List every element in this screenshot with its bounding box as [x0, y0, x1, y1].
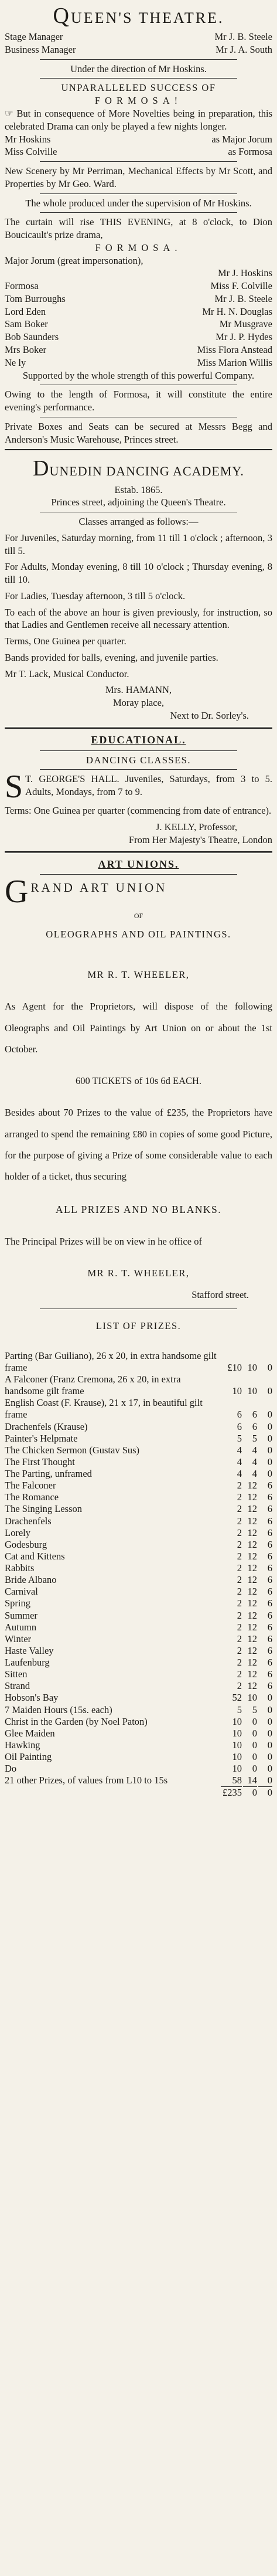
- prize-pence: 0: [267, 1385, 272, 1397]
- all-prizes-line: ALL PRIZES AND NO BLANKS.: [55, 1203, 222, 1215]
- prize-pence: 6: [267, 1527, 272, 1538]
- prize-pence: 6: [267, 1538, 272, 1550]
- academy-title: [5, 454, 272, 483]
- prize-shillings: 12: [247, 1480, 257, 1491]
- cast-role: Sam Boker: [5, 318, 48, 330]
- prize-pounds: 2: [237, 1609, 242, 1621]
- prize-pounds: 4: [237, 1468, 242, 1479]
- prize-row: [5, 1763, 272, 1775]
- prize-pence: 0: [267, 1704, 272, 1715]
- lead-role: as Formosa: [228, 146, 272, 158]
- prize-shillings: 4: [252, 1456, 257, 1467]
- prize-pence: 0: [267, 1361, 272, 1373]
- prize-list: [5, 1350, 272, 1799]
- prize-pence: 0: [267, 1468, 272, 1479]
- divider: [40, 212, 237, 213]
- prize-shillings: 12: [247, 1657, 257, 1668]
- lead-row: [5, 145, 272, 158]
- prize-row: [5, 1668, 272, 1680]
- prize-row: [5, 1445, 272, 1456]
- prize-row: [5, 1692, 272, 1704]
- prize-row: [5, 1468, 272, 1480]
- agent-text: As Agent for the Proprietors, will dispose of the following Oleographs and Oil Paintings by Art Union on or about the 1st October.: [5, 1001, 272, 1055]
- prize-name: Bride Albano: [5, 1574, 57, 1586]
- prize-shillings: 0: [252, 1751, 257, 1762]
- prize-shillings: 12: [247, 1633, 257, 1644]
- prize-pounds: 2: [237, 1598, 242, 1609]
- lead-actor: Mr Hoskins: [5, 133, 51, 145]
- prize-row: [5, 1704, 272, 1716]
- prize-name: The First Thought: [5, 1456, 75, 1467]
- list-of-prizes-heading: LIST OF PRIZES.: [95, 1320, 182, 1331]
- prize-shillings: 4: [252, 1444, 257, 1456]
- prize-name: Painter's Helpmate: [5, 1432, 78, 1444]
- section-rule: [5, 851, 272, 853]
- prize-pounds: 2: [237, 1680, 242, 1692]
- prize-pounds: 2: [237, 1668, 242, 1680]
- cast-actor: Mr J. B. Steele: [214, 293, 272, 304]
- prize-row: [5, 1716, 272, 1728]
- prize-row: [5, 1433, 272, 1445]
- prize-row: [5, 1480, 272, 1491]
- professor-name: J. KELLY, Professor,: [155, 821, 237, 833]
- impersonation-line: Major Jorum (great impersonation),: [5, 254, 143, 266]
- proprietor-place-2: Next to Dr. Sorley's.: [170, 710, 249, 721]
- curtain-note: The curtain will rise THIS EVENING, at 8 o'clock, to Dion Boucicault's prize drama,: [5, 216, 272, 241]
- prize-shillings: 12: [247, 1644, 257, 1656]
- prize-pence: 6: [267, 1491, 272, 1503]
- prize-pounds: £10: [227, 1361, 242, 1373]
- prize-shillings: 12: [247, 1538, 257, 1550]
- prize-name: Glee Maiden: [5, 1727, 55, 1739]
- art-body: [5, 964, 272, 1306]
- prize-pence: 0: [267, 1456, 272, 1467]
- prize-pounds: 2: [237, 1621, 242, 1633]
- prize-name: Haste Valley: [5, 1644, 54, 1656]
- theatre-title: [5, 1, 272, 30]
- dropcap-g: G: [5, 874, 29, 910]
- prize-name: Summer: [5, 1609, 37, 1621]
- prize-name: The Chicken Sermon (Gustav Sus): [5, 1444, 140, 1456]
- divider: [40, 874, 237, 875]
- prize-name: Hobson's Bay: [5, 1692, 59, 1704]
- prize-pence: 0: [267, 1692, 272, 1704]
- staff-name: Mr J. B. Steele: [214, 31, 272, 43]
- prize-pounds: 4: [237, 1456, 242, 1467]
- prize-name: Lorely: [5, 1527, 30, 1538]
- prize-name: A Falconer (Franz Cremona, 26 x 20, in extra handsome gilt frame: [5, 1374, 181, 1397]
- prize-row: [5, 1598, 272, 1609]
- prize-pence: 6: [267, 1503, 272, 1515]
- prize-pence: 0: [267, 1409, 272, 1420]
- prize-pounds: 2: [237, 1491, 242, 1503]
- prize-pounds: 2: [237, 1527, 242, 1538]
- cast-actor: Miss Marion Willis: [197, 356, 272, 368]
- academy-title-rest: UNEDIN DANCING ACADEMY.: [49, 464, 244, 479]
- prize-shillings: 12: [247, 1562, 257, 1574]
- art-subtitle: OLEOGRAPHS AND OIL PAINTINGS.: [46, 929, 231, 940]
- academy-address: Princes street, adjoining the Queen's Theatre.: [51, 497, 226, 508]
- prize-pence: 6: [267, 1515, 272, 1527]
- prize-shillings: 10: [247, 1361, 257, 1373]
- prize-shillings: 12: [247, 1621, 257, 1633]
- prize-total-row: [5, 1786, 272, 1799]
- agent-street: Stafford street.: [191, 1289, 249, 1300]
- divider: [40, 769, 237, 770]
- art-unions-heading: ART UNIONS.: [98, 858, 179, 870]
- section-rule: [5, 727, 272, 729]
- prize-pounds: 52: [232, 1692, 242, 1704]
- cast-actor: Miss F. Colville: [210, 280, 272, 292]
- prize-pounds: 5: [237, 1704, 242, 1715]
- prize-pence: 0: [267, 1763, 272, 1775]
- cast-role: Tom Burroughs: [5, 293, 66, 304]
- prize-row: [5, 1610, 272, 1622]
- lead-row: [5, 133, 272, 146]
- prize-name: Spring: [5, 1598, 31, 1609]
- prize-pence: 0: [267, 1420, 272, 1432]
- prize-row: [5, 1350, 272, 1374]
- prize-row: [5, 1680, 272, 1692]
- proprietor-place: Moray place,: [112, 697, 165, 709]
- class-juveniles: For Juveniles, Saturday morning, from 11 till 1 o'clock ; afternoon, 3 till 5.: [5, 532, 272, 556]
- prize-pounds: 10: [232, 1385, 242, 1397]
- prize-pounds: 2: [237, 1657, 242, 1668]
- prize-row: [5, 1751, 272, 1763]
- prize-name: English Coast (F. Krause), 21 x 17, in beautiful gilt frame: [5, 1397, 203, 1420]
- prize-row: [5, 1586, 272, 1598]
- cast-actor: Miss Flora Anstead: [197, 344, 272, 355]
- impersonator: Mr J. Hoskins: [217, 267, 272, 279]
- staff-role: Stage Manager: [5, 31, 63, 43]
- st-georges-notice: [5, 769, 272, 806]
- prize-pence: 0: [267, 1739, 272, 1751]
- prize-shillings: 12: [247, 1574, 257, 1586]
- prize-shillings: 10: [247, 1385, 257, 1397]
- prize-pence: 6: [267, 1609, 272, 1621]
- classes-intro: Classes arranged as follows:—: [78, 516, 199, 528]
- direction-line: Under the direction of Mr Hoskins.: [70, 63, 207, 74]
- prize-row: [5, 1374, 272, 1397]
- prize-shillings: 0: [252, 1739, 257, 1751]
- staff-name: Mr J. A. South: [216, 43, 272, 55]
- prize-pence: 6: [267, 1574, 272, 1586]
- prize-pounds: 2: [237, 1562, 242, 1574]
- supervision-note: The whole produced under the supervision of Mr Hoskins.: [25, 197, 252, 209]
- total-pence: 0: [258, 1786, 272, 1799]
- prize-shillings: 12: [247, 1598, 257, 1609]
- prize-name: Strand: [5, 1680, 30, 1692]
- prize-name: Cat and Kittens: [5, 1550, 65, 1562]
- prize-pounds: 2: [237, 1574, 242, 1586]
- prize-pence: 6: [267, 1644, 272, 1656]
- prize-row: [5, 1491, 272, 1503]
- support-note: Supported by the whole strength of this powerful Company.: [22, 369, 255, 381]
- agent-name: MR R. T. WHEELER,: [87, 968, 190, 980]
- prize-row: [5, 1515, 272, 1527]
- prize-pence: 6: [267, 1657, 272, 1668]
- prize-shillings: 14: [247, 1775, 257, 1786]
- prize-shillings: 0: [252, 1715, 257, 1727]
- prize-row: [5, 1574, 272, 1586]
- hour-note: To each of the above an hour is given previously, for instruction, so that Ladies and Gentlemen receive all necessary attention.: [5, 606, 272, 631]
- prize-row: [5, 1421, 272, 1433]
- staff-row-stage: [5, 30, 272, 43]
- prize-pounds: 2: [237, 1586, 242, 1598]
- prize-pence: 0: [267, 1715, 272, 1727]
- scenery-credit: New Scenery by Mr Perriman, Mechanical Effects by Mr Scott, and Properties by Mr Geo. Ward.: [5, 165, 272, 189]
- theatre-title-rest: UEEN'S THEATRE.: [70, 9, 224, 26]
- success-line: UNPARALLELED SUCCESS OF: [61, 82, 216, 94]
- prize-name: Drachenfels (Krause): [5, 1420, 88, 1432]
- prize-row: [5, 1562, 272, 1574]
- prize-pounds: 2: [237, 1480, 242, 1491]
- cast-role: Ne ly: [5, 356, 26, 368]
- prize-pounds: 10: [232, 1715, 242, 1727]
- class-ladies: For Ladies, Tuesday afternoon, 3 till 5 o'clock.: [5, 590, 186, 601]
- prize-pence: 0: [267, 1775, 272, 1786]
- educational-terms: Terms: One Guinea per quarter (commencing from date of entrance).: [5, 805, 272, 817]
- prize-pence: 0: [267, 1751, 272, 1762]
- prize-row: [5, 1775, 272, 1786]
- prize-pounds: 10: [232, 1763, 242, 1775]
- prize-shillings: 12: [247, 1515, 257, 1527]
- prize-name: 21 other Prizes, of values from L10 to 15s: [5, 1775, 168, 1786]
- seats-note: Private Boxes and Seats can be secured at Messrs Begg and Anderson's Music Warehouse, Princes street.: [5, 420, 272, 445]
- prize-pence: 0: [267, 1444, 272, 1456]
- divider: [40, 750, 237, 751]
- dancing-classes-sub: DANCING CLASSES.: [86, 754, 191, 766]
- academy-estab: Estab. 1865.: [114, 484, 163, 495]
- prize-pounds: 58: [232, 1775, 242, 1786]
- prize-pence: 6: [267, 1621, 272, 1633]
- prize-shillings: 12: [247, 1609, 257, 1621]
- prize-row: [5, 1539, 272, 1551]
- prize-pounds: 2: [237, 1550, 242, 1562]
- prize-name: Oil Painting: [5, 1751, 52, 1762]
- prize-pence: 6: [267, 1680, 272, 1692]
- prizes-text: Besides about 70 Prizes to the value of £235, the Proprietors have arranged to spend the remaining £80 in copies of some good Picture, for the purpose of giving a Prize of some considerable value to each holder of a ticket, thus securing: [5, 1107, 272, 1182]
- prize-pounds: 2: [237, 1503, 242, 1515]
- prize-shillings: 0: [252, 1763, 257, 1775]
- prize-shillings: 4: [252, 1468, 257, 1479]
- view-text: The Principal Prizes will be on view in he office of: [5, 1236, 202, 1248]
- terms-note: Terms, One Guinea per quarter.: [5, 635, 126, 647]
- prize-shillings: 12: [247, 1527, 257, 1538]
- prize-pence: 6: [267, 1480, 272, 1491]
- prize-pence: 0: [267, 1432, 272, 1444]
- prize-shillings: 6: [252, 1420, 257, 1432]
- prize-shillings: 12: [247, 1680, 257, 1692]
- grand-art-union-title: [5, 874, 272, 910]
- prize-shillings: 10: [247, 1692, 257, 1704]
- newspaper-column: [0, 1, 277, 2576]
- prize-name: Do: [5, 1763, 17, 1775]
- prize-pounds: 6: [237, 1409, 242, 1420]
- prize-shillings: 12: [247, 1491, 257, 1503]
- prize-name: Drachenfels: [5, 1515, 52, 1527]
- prize-row: [5, 1456, 272, 1468]
- lead-actor: Miss Colville: [5, 146, 57, 158]
- cast-actor: Mr Musgrave: [219, 318, 272, 330]
- play-title: FORMOSA.: [95, 242, 182, 253]
- staff-row-business: [5, 43, 272, 56]
- tickets-line: 600 TICKETS of 10s 6d EACH.: [75, 1075, 202, 1087]
- cast-role: Lord Eden: [5, 305, 46, 317]
- prize-pounds: 5: [237, 1432, 242, 1444]
- prize-pence: 6: [267, 1598, 272, 1609]
- total-shillings: 0: [243, 1786, 257, 1799]
- prize-pounds: 6: [237, 1420, 242, 1432]
- prize-row: [5, 1551, 272, 1562]
- cast-role: Formosa: [5, 280, 39, 292]
- prize-row: [5, 1397, 272, 1420]
- agent-name-2: MR R. T. WHEELER,: [87, 1267, 190, 1279]
- prize-shillings: 12: [247, 1668, 257, 1680]
- prize-pounds: 10: [232, 1727, 242, 1739]
- prize-pounds: 10: [232, 1739, 242, 1751]
- cast-role: Bob Saunders: [5, 331, 59, 343]
- prize-shillings: 12: [247, 1550, 257, 1562]
- prize-shillings: 12: [247, 1503, 257, 1515]
- st-georges-text: T. GEORGE'S HALL. Juveniles, Saturdays, from 3 to 5. Adults, Mondays, from 7 to 9.: [25, 773, 272, 798]
- theatre-title-initial: Q: [53, 4, 71, 28]
- prize-shillings: 5: [252, 1432, 257, 1444]
- cast-list: [5, 280, 272, 369]
- prize-name: Hawking: [5, 1739, 40, 1751]
- prize-pounds: 4: [237, 1444, 242, 1456]
- dropcap-s: S: [5, 769, 23, 806]
- cast-actor: Mr H. N. Douglas: [202, 305, 272, 317]
- prize-name: 7 Maiden Hours (15s. each): [5, 1704, 112, 1715]
- success-play: FORMOSA!: [94, 95, 183, 107]
- prize-name: Carnival: [5, 1586, 38, 1598]
- prize-name: Laufenburg: [5, 1657, 50, 1668]
- lead-role: as Major Jorum: [211, 133, 272, 145]
- grand-art-union-title-rest: RAND ART UNION: [30, 881, 167, 895]
- prize-name: The Falconer: [5, 1480, 56, 1491]
- class-adults: For Adults, Monday evening, 8 till 10 o'clock ; Thursday evening, 8 till 10.: [5, 561, 272, 586]
- prize-name: Christ in the Garden (by Noel Paton): [5, 1715, 148, 1727]
- prize-name: Godesburg: [5, 1538, 47, 1550]
- prize-pence: 6: [267, 1562, 272, 1574]
- section-rule: [5, 449, 272, 450]
- prize-shillings: 12: [247, 1586, 257, 1598]
- prize-name: Sitten: [5, 1668, 28, 1680]
- prize-name: Autumn: [5, 1621, 37, 1633]
- of-line: OF: [134, 912, 143, 920]
- divider: [40, 78, 237, 79]
- staff-role: Business Manager: [5, 43, 76, 55]
- prize-shillings: 5: [252, 1704, 257, 1715]
- proprietor-name: Mrs. HAMANN,: [105, 684, 172, 696]
- academy-title-initial: D: [33, 456, 50, 481]
- prize-name: Winter: [5, 1633, 32, 1644]
- total-pounds: £235: [221, 1786, 242, 1799]
- prize-row: [5, 1728, 272, 1739]
- prize-pounds: 2: [237, 1644, 242, 1656]
- prize-pounds: 10: [232, 1751, 242, 1762]
- prize-shillings: 6: [252, 1409, 257, 1420]
- prize-row: [5, 1503, 272, 1515]
- prize-shillings: 0: [252, 1727, 257, 1739]
- prize-pounds: 2: [237, 1538, 242, 1550]
- professor-from: From Her Majesty's Theatre, London: [128, 834, 272, 845]
- cast-role: Mrs Boker: [5, 344, 47, 355]
- prize-pence: 6: [267, 1668, 272, 1680]
- novelties-note: ☞ But in consequence of More Novelties being in preparation, this celebrated Drama can only be played a few nights longer.: [5, 107, 272, 132]
- educational-heading: EDUCATIONAL.: [91, 733, 186, 746]
- prize-pence: 0: [267, 1727, 272, 1739]
- bands-note: Bands provided for balls, evening, and juvenile parties.: [5, 651, 218, 663]
- prize-row: [5, 1622, 272, 1633]
- prize-row: [5, 1527, 272, 1539]
- prize-row: [5, 1739, 272, 1751]
- prize-name: The Singing Lesson: [5, 1503, 82, 1515]
- divider: [40, 193, 237, 194]
- prize-row: [5, 1657, 272, 1668]
- cast-actor: Mr J. P. Hydes: [216, 331, 272, 343]
- prize-pounds: 2: [237, 1515, 242, 1527]
- prize-row: [5, 1633, 272, 1645]
- prize-pence: 6: [267, 1586, 272, 1598]
- prize-name: The Romance: [5, 1491, 59, 1503]
- prize-pence: 6: [267, 1550, 272, 1562]
- prize-name: Parting (Bar Guiliano), 26 x 20, in extra handsome gilt frame: [5, 1350, 217, 1373]
- prize-name: Rabbits: [5, 1562, 35, 1574]
- divider: [40, 59, 237, 60]
- owing-note: Owing to the length of Formosa, it will constitute the entire evening's performance.: [5, 389, 272, 413]
- prize-row: [5, 1645, 272, 1657]
- conductor-note: Mr T. Lack, Musical Conductor.: [5, 668, 129, 679]
- prize-pounds: 2: [237, 1633, 242, 1644]
- prize-pence: 6: [267, 1633, 272, 1644]
- divider: [40, 161, 237, 162]
- prize-name: The Parting, unframed: [5, 1468, 92, 1479]
